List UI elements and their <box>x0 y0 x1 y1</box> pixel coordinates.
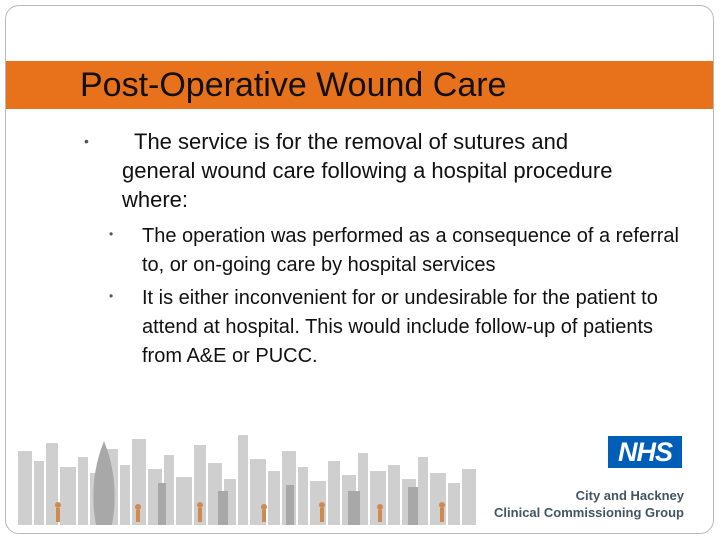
slide <box>5 5 714 534</box>
title-band <box>6 61 713 109</box>
nhs-logo: NHS <box>608 436 682 468</box>
bullet-main-text: The service is for the removal of sutures and general wound care following a hospital procedure where: <box>122 129 613 212</box>
city-skyline-illustration <box>18 421 488 525</box>
org-name-line1: City and Hackney <box>575 488 684 503</box>
org-name-line2: Clinical Commissioning Group <box>494 505 684 520</box>
bullet-marker: • <box>84 133 89 149</box>
sub-bullet-referral-text: The operation was performed as a consequence of a referral to, or on-going care by hospital services <box>142 225 679 276</box>
sub-bullet-inconvenient-text: It is either inconvenient for or undesirable for the patient to attend at hospital. This would include follow-up of patients from A&E or PUCC. <box>142 287 658 367</box>
nhs-branding <box>484 436 712 526</box>
slide-title: Post-Operative Wound Care <box>80 66 507 104</box>
bullet-marker: • <box>109 227 114 241</box>
bullet-marker: • <box>109 289 114 303</box>
